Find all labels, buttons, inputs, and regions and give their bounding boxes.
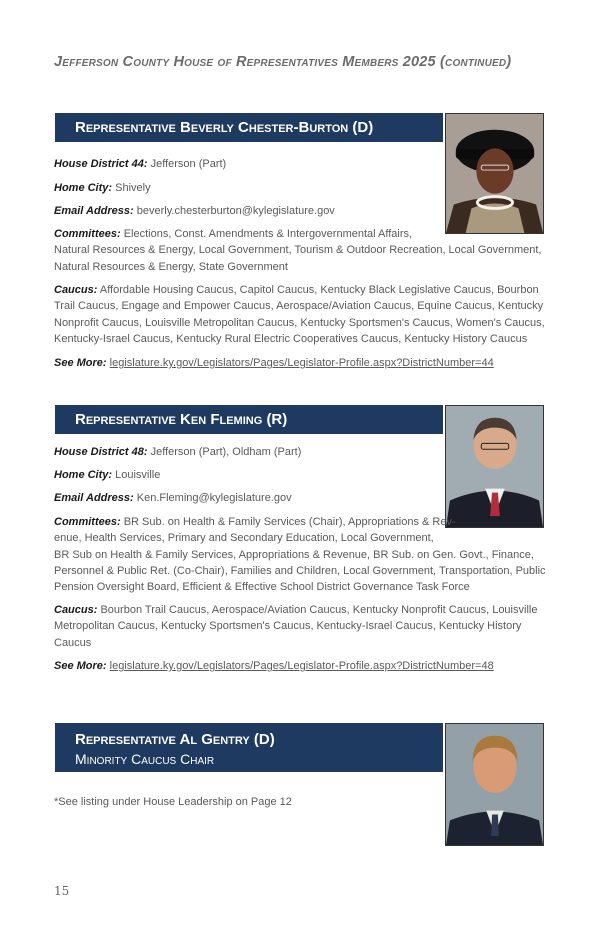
portrait-image: [446, 406, 543, 527]
home-city-label: Home City:: [54, 469, 113, 481]
caucus-block: [54, 602, 546, 651]
email-label: Email Address:: [54, 492, 134, 504]
page-title: Jefferson County House of Representatives Members 2025 (continued): [54, 54, 512, 70]
member-banner: [55, 113, 443, 142]
member-role: Minority Caucus Chair: [75, 751, 215, 767]
portrait-image: [446, 114, 543, 233]
email-value: Ken.Fleming@kylegislature.gov: [136, 492, 292, 504]
caucus-label: Caucus:: [54, 284, 98, 296]
caucus-line: Caucus: Bourbon Trail Caucus, Aerospace/Aviation Caucus, Kentucky Nonprofit Caucus, Louisville: [54, 604, 538, 616]
district-label: House District 44:: [54, 158, 148, 170]
member-banner: [55, 723, 443, 772]
committees-line: Natural Resources & Energy, Local Government, Tourism & Outdoor Recreation, Local Government,: [54, 244, 542, 257]
caucus-line: Caucus: Affordable Housing Caucus, Capitol Caucus, Kentucky Black Legislative Caucus, Bourbon: [54, 284, 539, 296]
home-city-line: [54, 467, 160, 483]
committees-line: enue, Health Services, Primary and Secondary Education, Local Government,: [54, 532, 434, 545]
see-more-label: See More:: [54, 660, 107, 672]
district-label: House District 48:: [54, 446, 148, 458]
district-value: Jefferson (Part), Oldham (Part): [150, 446, 302, 458]
member-name: Representative Al Gentry (D): [75, 731, 275, 748]
committees-line: Committees: Elections, Const. Amendments & Intergovernmental Affairs,: [54, 228, 413, 240]
email-label: Email Address:: [54, 205, 134, 217]
member-name: Representative Beverly Chester-Burton (D): [75, 119, 374, 136]
page-number: 15: [54, 884, 70, 898]
member-photo-gentry: [445, 723, 544, 846]
district-line: [54, 156, 226, 172]
home-city-value: Shively: [115, 182, 151, 194]
home-city-line: [54, 180, 151, 196]
member-name: Representative Ken Fleming (R): [75, 411, 288, 428]
see-more-line: [54, 658, 494, 674]
committees-line: Natural Resources & Energy, State Government: [54, 260, 288, 273]
caucus-line: Caucus: [54, 636, 92, 649]
district-line: [54, 444, 301, 460]
email-line: [54, 203, 335, 219]
see-more-label: See More:: [54, 357, 107, 369]
home-city-label: Home City:: [54, 182, 113, 194]
committees-block: [54, 226, 546, 275]
leadership-note: *See listing under House Leadership on Page 12: [54, 796, 292, 808]
caucus-line: Metropolitan Caucus, Kentucky Sportsmen's Caucus, Kentucky-Israel Caucus, Kentucky History: [54, 620, 522, 633]
committees-block: [54, 514, 546, 595]
profile-link[interactable]: legislature.ky.gov/Legislators/Pages/Legislator-Profile.aspx?DistrictNumber=44: [109, 357, 494, 369]
district-value: Jefferson (Part): [150, 158, 227, 170]
email-line: [54, 490, 292, 506]
committees-line: BR Sub on Health & Family Services, Appropriations & Revenue, BR Sub. on Gen. Govt., Finance,: [54, 548, 534, 561]
caucus-line: Kentucky-Israel Caucus, Kentucky Rural Electric Cooperatives Caucus, Kentucky History Caucus: [54, 332, 528, 345]
committees-label: Committees:: [54, 228, 121, 240]
caucus-label: Caucus:: [54, 604, 98, 616]
committees-line: Personnel & Public Ret. (Co-Chair), Families and Children, Local Government, Transportation, Public: [54, 564, 546, 577]
member-photo-chester-burton: [445, 113, 544, 234]
committees-line: Committees: BR Sub. on Health & Family Services (Chair), Appropriations & Rev-: [54, 516, 456, 528]
committees-line: Pension Oversight Board, Efficient & Effective School District Governance Task Force: [54, 581, 470, 594]
member-photo-fleming: [445, 405, 544, 528]
profile-link[interactable]: legislature.ky.gov/Legislators/Pages/Legislator-Profile.aspx?DistrictNumber=48: [109, 660, 494, 672]
caucus-line: Trail Caucus, Engage and Empower Caucus, Aerospace/Aviation Caucus, Equine Caucus, Kentucky: [54, 300, 544, 313]
member-banner: [55, 405, 443, 434]
email-value: beverly.chesterburton@kylegislature.gov: [136, 205, 335, 217]
see-more-line: [54, 355, 494, 371]
home-city-value: Louisville: [115, 469, 161, 481]
portrait-image: [446, 724, 543, 845]
caucus-block: [54, 282, 546, 347]
committees-label: Committees:: [54, 516, 121, 528]
caucus-line: Nonprofit Caucus, Louisville Metropolitan Caucus, Kentucky Sportsmen's Caucus, Women's Caucus,: [54, 316, 545, 329]
